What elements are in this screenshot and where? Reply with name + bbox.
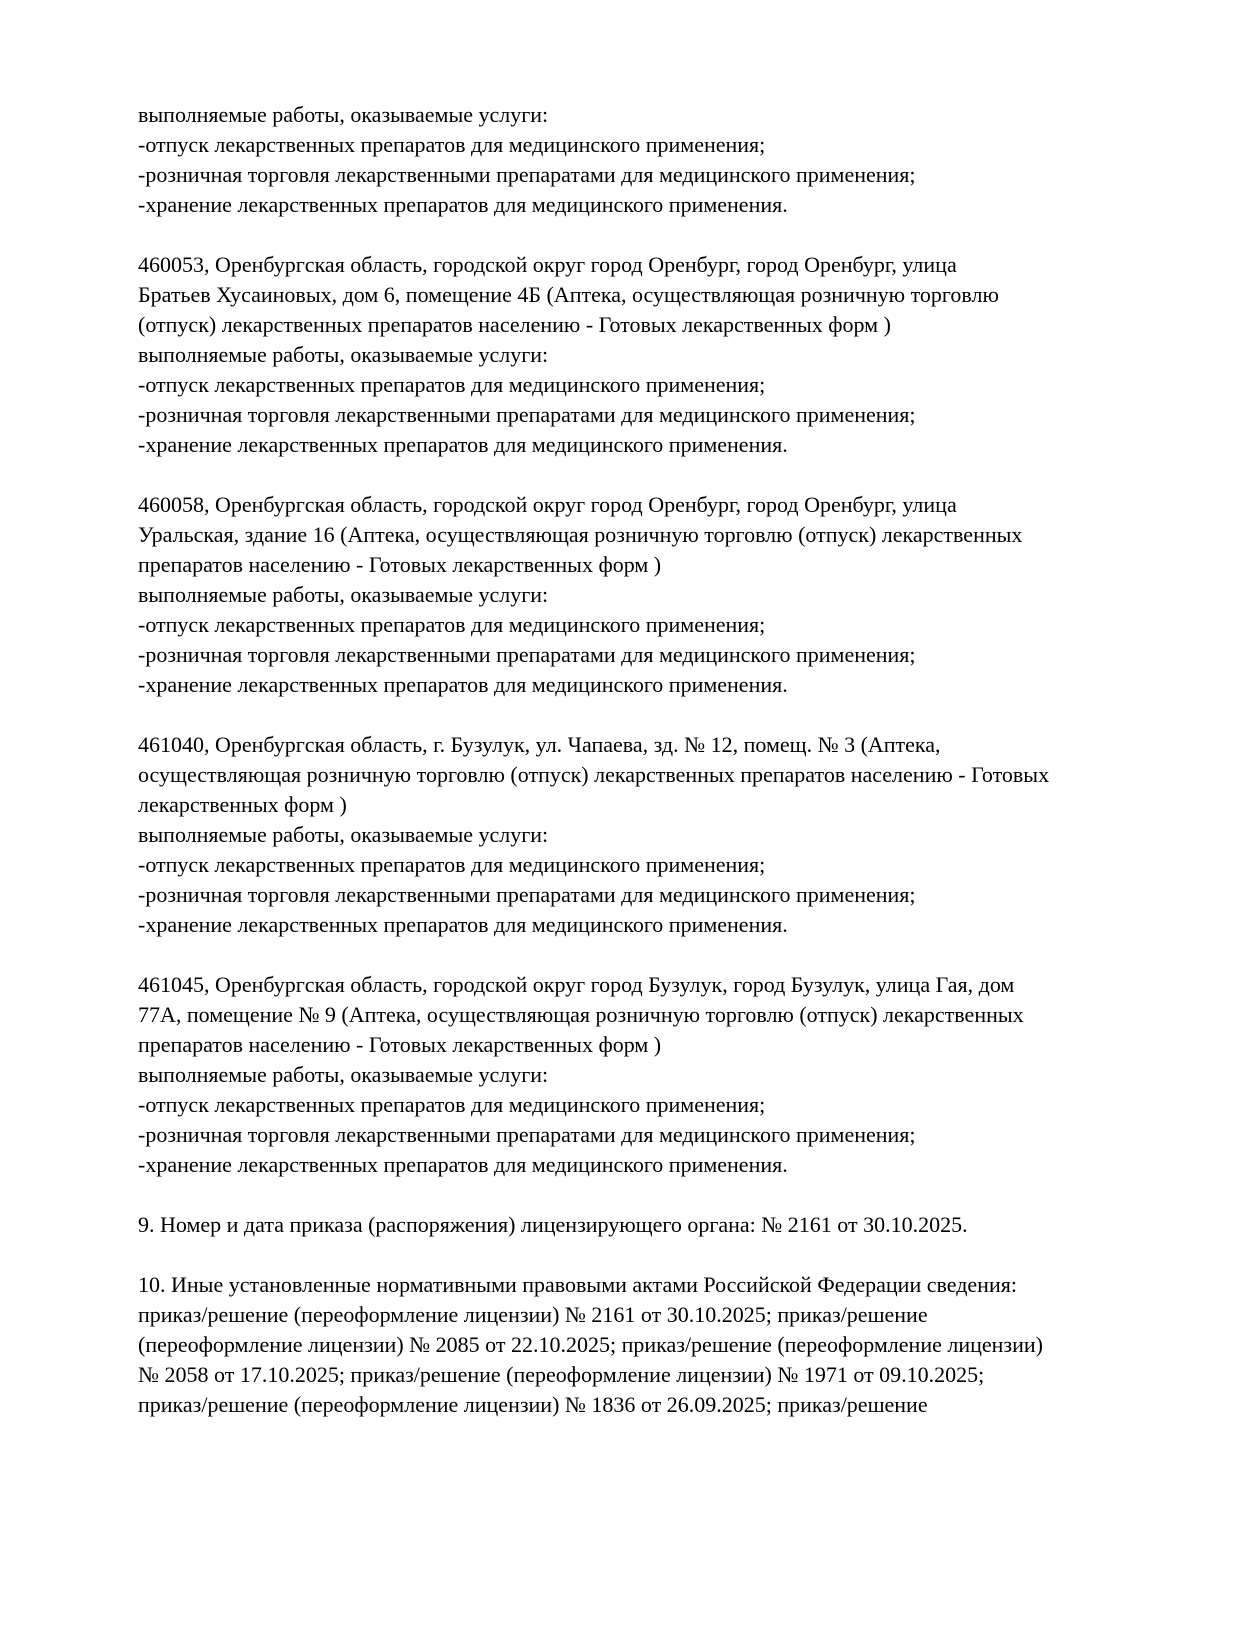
text-line: -отпуск лекарственных препаратов для медицинского применения;	[138, 612, 766, 637]
text-line: -отпуск лекарственных препаратов для медицинского применения;	[138, 132, 766, 157]
text-line: 9. Номер и дата приказа (распоряжения) лицензирующего органа: № 2161 от 30.10.2025.	[138, 1212, 968, 1237]
paragraph-services-list-intro	[138, 100, 1210, 220]
paragraph-address-461045	[138, 970, 1210, 1180]
text-line: лекарственных форм )	[138, 792, 347, 817]
text-line: препаратов населению - Готовых лекарственных форм )	[138, 1032, 662, 1057]
paragraph-section-10-other-info	[138, 1270, 1210, 1420]
text-line: приказ/решение (переоформление лицензии) № 1836 от 26.09.2025; приказ/решение	[138, 1392, 928, 1417]
text-line: выполняемые работы, оказываемые услуги:	[138, 582, 549, 607]
text-line: -хранение лекарственных препаратов для медицинского применения.	[138, 1152, 788, 1177]
text-line: 77А, помещение № 9 (Аптека, осуществляющая розничную торговлю (отпуск) лекарственных	[138, 1002, 1024, 1027]
text-line: -отпуск лекарственных препаратов для медицинского применения;	[138, 1092, 766, 1117]
text-line: -хранение лекарственных препаратов для медицинского применения.	[138, 912, 788, 937]
text-line: 10. Иные установленные нормативными правовыми актами Российской Федерации сведения:	[138, 1272, 1017, 1297]
text-line: осуществляющая розничную торговлю (отпуск) лекарственных препаратов населению - Готовых	[138, 762, 1050, 787]
paragraph-address-460053	[138, 250, 1210, 460]
text-line: 461040, Оренбургская область, г. Бузулук, ул. Чапаева, зд. № 12, помещ. № 3 (Аптека,	[138, 732, 941, 757]
text-line: Братьев Хусаиновых, дом 6, помещение 4Б (Аптека, осуществляющая розничную торговлю	[138, 282, 999, 307]
text-line: 460058, Оренбургская область, городской округ город Оренбург, город Оренбург, улица	[138, 492, 957, 517]
text-line: 460053, Оренбургская область, городской округ город Оренбург, город Оренбург, улица	[138, 252, 957, 277]
text-line: выполняемые работы, оказываемые услуги:	[138, 342, 549, 367]
text-line: (отпуск) лекарственных препаратов населению - Готовых лекарственных форм )	[138, 312, 891, 337]
text-line: Уральская, здание 16 (Аптека, осуществляющая розничную торговлю (отпуск) лекарственных	[138, 522, 1023, 547]
paragraph-address-460058	[138, 490, 1210, 700]
text-line: -розничная торговля лекарственными препаратами для медицинского применения;	[138, 1122, 916, 1147]
text-line: № 2058 от 17.10.2025; приказ/решение (переоформление лицензии) № 1971 от 09.10.2025;	[138, 1362, 985, 1387]
text-line: приказ/решение (переоформление лицензии) № 2161 от 30.10.2025; приказ/решение	[138, 1302, 928, 1327]
paragraph-address-461040	[138, 730, 1210, 940]
text-line: препаратов населению - Готовых лекарственных форм )	[138, 552, 662, 577]
document-body	[138, 100, 1210, 1450]
text-line: -розничная торговля лекарственными препаратами для медицинского применения;	[138, 402, 916, 427]
text-line: выполняемые работы, оказываемые услуги:	[138, 102, 549, 127]
text-line: 461045, Оренбургская область, городской округ город Бузулук, город Бузулук, улица Гая, дом	[138, 972, 1015, 997]
paragraph-section-9-order-number	[138, 1210, 1210, 1240]
text-line: -хранение лекарственных препаратов для медицинского применения.	[138, 192, 788, 217]
text-line: -розничная торговля лекарственными препаратами для медицинского применения;	[138, 882, 916, 907]
text-line: -розничная торговля лекарственными препаратами для медицинского применения;	[138, 162, 916, 187]
text-line: -розничная торговля лекарственными препаратами для медицинского применения;	[138, 642, 916, 667]
text-line: выполняемые работы, оказываемые услуги:	[138, 822, 549, 847]
text-line: -хранение лекарственных препаратов для медицинского применения.	[138, 672, 788, 697]
text-line: выполняемые работы, оказываемые услуги:	[138, 1062, 549, 1087]
text-line: (переоформление лицензии) № 2085 от 22.10.2025; приказ/решение (переоформление лицензии)	[138, 1332, 1043, 1357]
text-line: -хранение лекарственных препаратов для медицинского применения.	[138, 432, 788, 457]
text-line: -отпуск лекарственных препаратов для медицинского применения;	[138, 852, 766, 877]
text-line: -отпуск лекарственных препаратов для медицинского применения;	[138, 372, 766, 397]
